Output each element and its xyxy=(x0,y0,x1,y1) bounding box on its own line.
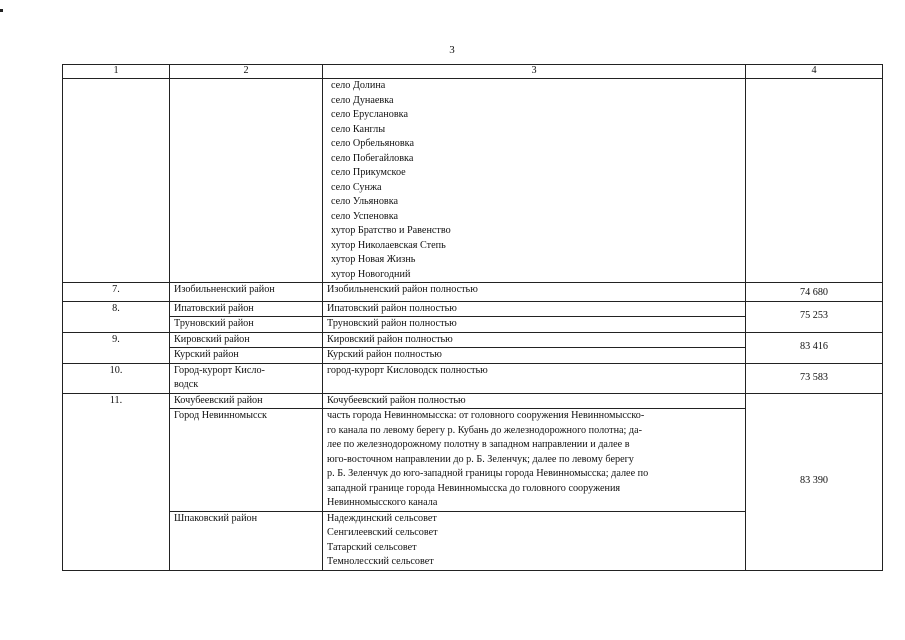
selsovet-item: Надеждинский сельсовет xyxy=(327,512,437,524)
cell-population: 83 416 xyxy=(746,332,883,363)
table-row-11 xyxy=(63,393,883,409)
column-header: 2 xyxy=(170,65,323,79)
cell-description: Ипатовский район полностью xyxy=(323,301,746,317)
locality-item: село Сунжа xyxy=(331,181,382,193)
cell-description: Курский район полностью xyxy=(323,348,746,364)
selsovet-list xyxy=(327,512,741,570)
locality-item: хутор Новая Жизнь xyxy=(331,254,416,265)
selsovet-item: Татарский сельсовет xyxy=(327,541,417,553)
cell-district: Ипатовский район xyxy=(170,301,323,317)
locality-item: село Прикумское xyxy=(331,167,406,178)
locality-item: село Побегайловка xyxy=(331,152,414,164)
locality-item: хутор Николаевская Степь xyxy=(331,239,446,251)
cell-description: город-курорт Кисловодск полностью xyxy=(323,363,746,393)
locality-item: село Канглы xyxy=(331,123,386,135)
header-row xyxy=(63,65,883,79)
cell-population xyxy=(746,79,883,283)
cell-district: Курский район xyxy=(170,348,323,364)
locality-item: хутор Новогодний xyxy=(331,268,411,280)
cell-localities xyxy=(323,79,746,283)
cell-description: Труновский район полностью xyxy=(323,317,746,333)
table-row-9 xyxy=(63,332,883,348)
cell-number: 8. xyxy=(63,301,170,332)
locality-item: село Еруслановка xyxy=(331,109,408,120)
cell-population: 73 583 xyxy=(746,363,883,393)
cell-number: 10. xyxy=(63,363,170,393)
cell-number: 9. xyxy=(63,332,170,363)
cell-description: Кировский район полностью xyxy=(323,332,746,348)
cell-description: Кочубеевский район полностью xyxy=(323,393,746,409)
district-line: водск xyxy=(174,379,199,390)
locality-item: хутор Братство и Равенство xyxy=(331,225,451,236)
district-table xyxy=(62,64,883,571)
description-line: Невинномысского канала xyxy=(327,497,438,508)
table-row-8 xyxy=(63,301,883,317)
cell-population: 74 680 xyxy=(746,283,883,302)
cell-description: Изобильненский район полностью xyxy=(323,283,746,302)
cell-description xyxy=(323,409,746,512)
locality-item: село Успеновка xyxy=(331,210,399,222)
cell-district: Город Невинномысск xyxy=(170,409,323,512)
page-number: 3 xyxy=(449,44,455,56)
selsovet-item: Темнолесский сельсовет xyxy=(327,556,434,567)
cell-number: 7. xyxy=(63,283,170,302)
locality-item: село Долина xyxy=(331,80,386,91)
description-line: юго-восточном направлении до р. Б. Зеленчук; далее по левому берегу xyxy=(327,453,634,465)
scan-dot xyxy=(0,9,3,12)
table-row-10 xyxy=(63,363,883,393)
column-header: 3 xyxy=(323,65,746,79)
locality-item: село Дунаевка xyxy=(331,94,394,106)
description-line: лее по железнодорожному полотну в западном направлении и далее в xyxy=(327,439,630,450)
locality-item: село Ульяновка xyxy=(331,196,399,207)
column-header: 4 xyxy=(746,65,883,79)
cell-population: 75 253 xyxy=(746,301,883,332)
cell-district: Труновский район xyxy=(170,317,323,333)
description-line: р. Б. Зеленчук до юго-западной границы города Невинномысска; далее по xyxy=(327,468,649,479)
localities-list xyxy=(331,79,741,282)
cell-district: Шпаковский район xyxy=(170,511,323,570)
description-line: часть города Невинномысска: от головного сооружения Невинномысско- xyxy=(327,410,645,421)
cell-district: Изобильненский район xyxy=(170,283,323,302)
description-line: западной границе города Невинномысска до головного сооружения xyxy=(327,482,621,494)
locality-item: село Орбельяновка xyxy=(331,138,415,149)
district-line: Город-курорт Кисло- xyxy=(174,364,265,376)
column-header: 1 xyxy=(63,65,170,79)
cell-district xyxy=(170,363,323,393)
selsovet-item: Сенгилеевский сельсовет xyxy=(327,527,438,538)
boundary-description xyxy=(327,409,741,511)
cell-district: Кировский район xyxy=(170,332,323,348)
description-line: го канала по левому берегу р. Кубань до железнодорожного полотна; да- xyxy=(327,424,643,436)
cell-number xyxy=(63,79,170,283)
cell-description xyxy=(323,511,746,570)
cell-number: 11. xyxy=(63,393,170,570)
cell-population: 83 390 xyxy=(746,393,883,570)
cell-district xyxy=(170,79,323,283)
cell-district: Кочубеевский район xyxy=(170,393,323,409)
table-row-continuation xyxy=(63,79,883,283)
table-row-7 xyxy=(63,283,883,302)
